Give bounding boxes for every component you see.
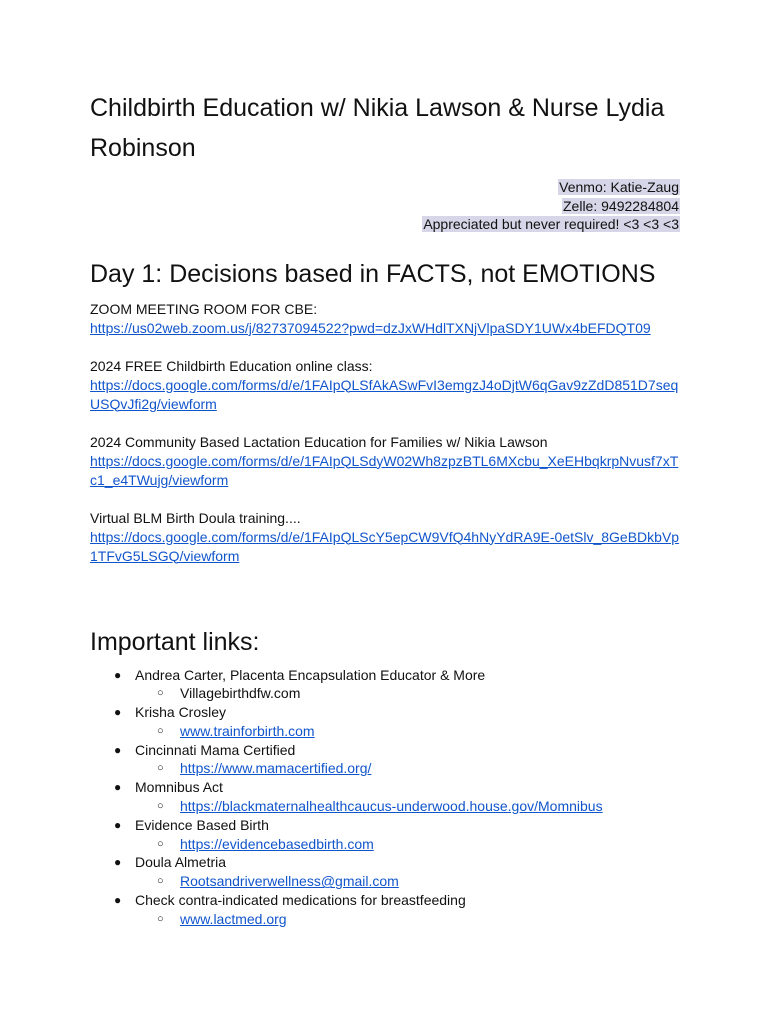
list-item [90, 666, 680, 704]
hollow-bullet-icon: ○ [157, 837, 164, 850]
trainforbirth-link[interactable]: www.trainforbirth.com [180, 722, 315, 739]
list-item [90, 703, 680, 741]
hollow-bullet-icon: ○ [157, 912, 164, 925]
list-item-label: Krisha Crosley [135, 704, 227, 721]
list-item [90, 853, 680, 891]
mamacertified-link[interactable]: https://www.mamacertified.org/ [180, 760, 372, 777]
important-links-list [90, 666, 680, 929]
sub-item-text: Villagebirthdfw.com [180, 685, 301, 702]
bullet-icon: ● [114, 855, 122, 870]
bullet-icon: ● [114, 893, 122, 908]
bullet-icon: ● [114, 705, 122, 720]
hollow-bullet-icon: ○ [157, 875, 164, 888]
sub-list-item [135, 684, 680, 703]
childbirth-class-section [90, 357, 680, 414]
sub-list-item [135, 872, 680, 891]
sub-list-item [135, 759, 680, 778]
email-link[interactable]: Rootsandriverwellness@gmail.com [180, 873, 399, 890]
childbirth-class-link[interactable]: https://docs.google.com/forms/d/e/1FAIpQLSfAkASwFvI3emgzJ4oDjtW6qGav9zZdD851D7seqUSQvJfi2g/viewform [90, 376, 679, 412]
list-item-label: Cincinnati Mama Certified [135, 741, 296, 758]
bullet-icon: ● [114, 817, 122, 832]
zelle-text: Zelle: 9492284804 [563, 197, 679, 214]
sub-list-item [135, 722, 680, 741]
hollow-bullet-icon: ○ [157, 724, 164, 737]
zoom-link[interactable]: https://us02web.zoom.us/j/82737094522?pwd=dzJxWHdlTXNjVlpaSDY1UWx4bEFDQT09 [90, 319, 651, 336]
lactmed-link[interactable]: www.lactmed.org [180, 910, 287, 927]
zoom-label: ZOOM MEETING ROOM FOR CBE: [90, 300, 318, 317]
lactation-section [90, 433, 680, 490]
list-item [90, 741, 680, 779]
doula-training-label: Virtual BLM Birth Doula training.... [90, 509, 301, 526]
lactation-link[interactable]: https://docs.google.com/forms/d/e/1FAIpQLSdyW02Wh8zpzBTL6MXcbu_XeEHbqkrpNvusf7xTc1_e4TWujg/viewform [90, 452, 679, 488]
venmo-text: Venmo: Katie-Zaug [559, 179, 679, 195]
childbirth-class-label: 2024 FREE Childbirth Education online class: [90, 357, 373, 374]
bullet-icon: ● [114, 667, 122, 682]
list-item [90, 816, 680, 854]
momnibus-link[interactable]: https://blackmaternalhealthcaucus-underwood.house.gov/Momnibus [180, 798, 603, 815]
day1-heading: Day 1: Decisions based in FACTS, not EMOTIONS [90, 259, 656, 288]
donation-note: Appreciated but never required! <3 <3 <3 [423, 216, 679, 232]
zoom-section [90, 300, 680, 338]
list-item-label: Evidence Based Birth [135, 816, 269, 833]
sub-list-item [135, 910, 680, 929]
list-item-label: Doula Almetria [135, 854, 227, 871]
hollow-bullet-icon: ○ [157, 687, 164, 700]
list-item-label: Momnibus Act [135, 779, 223, 796]
sub-list-item [135, 797, 680, 816]
document-body [90, 88, 680, 929]
bullet-icon: ● [114, 780, 122, 795]
list-item [90, 778, 680, 816]
sub-list-item [135, 835, 680, 854]
hollow-bullet-icon: ○ [157, 800, 164, 813]
bullet-icon: ● [114, 742, 122, 757]
list-item-label: Check contra-indicated medications for breastfeeding [135, 892, 466, 909]
lactation-label: 2024 Community Based Lactation Education for Families w/ Nikia Lawson [90, 433, 548, 450]
hollow-bullet-icon: ○ [157, 762, 164, 775]
donation-info [90, 178, 680, 234]
doula-training-section [90, 509, 680, 566]
document-title: Childbirth Education w/ Nikia Lawson & Nurse Lydia Robinson [90, 94, 665, 162]
important-links-heading: Important links: [90, 627, 260, 656]
list-item-label: Andrea Carter, Placenta Encapsulation Educator & More [135, 666, 486, 683]
list-item [90, 891, 680, 929]
doula-training-link[interactable]: https://docs.google.com/forms/d/e/1FAIpQLScY5epCW9VfQ4hNyYdRA9E-0etSlv_8GeBDkbVp1TFvG5LSGQ/viewform [90, 528, 680, 564]
evidencebasedbirth-link[interactable]: https://evidencebasedbirth.com [180, 835, 374, 852]
